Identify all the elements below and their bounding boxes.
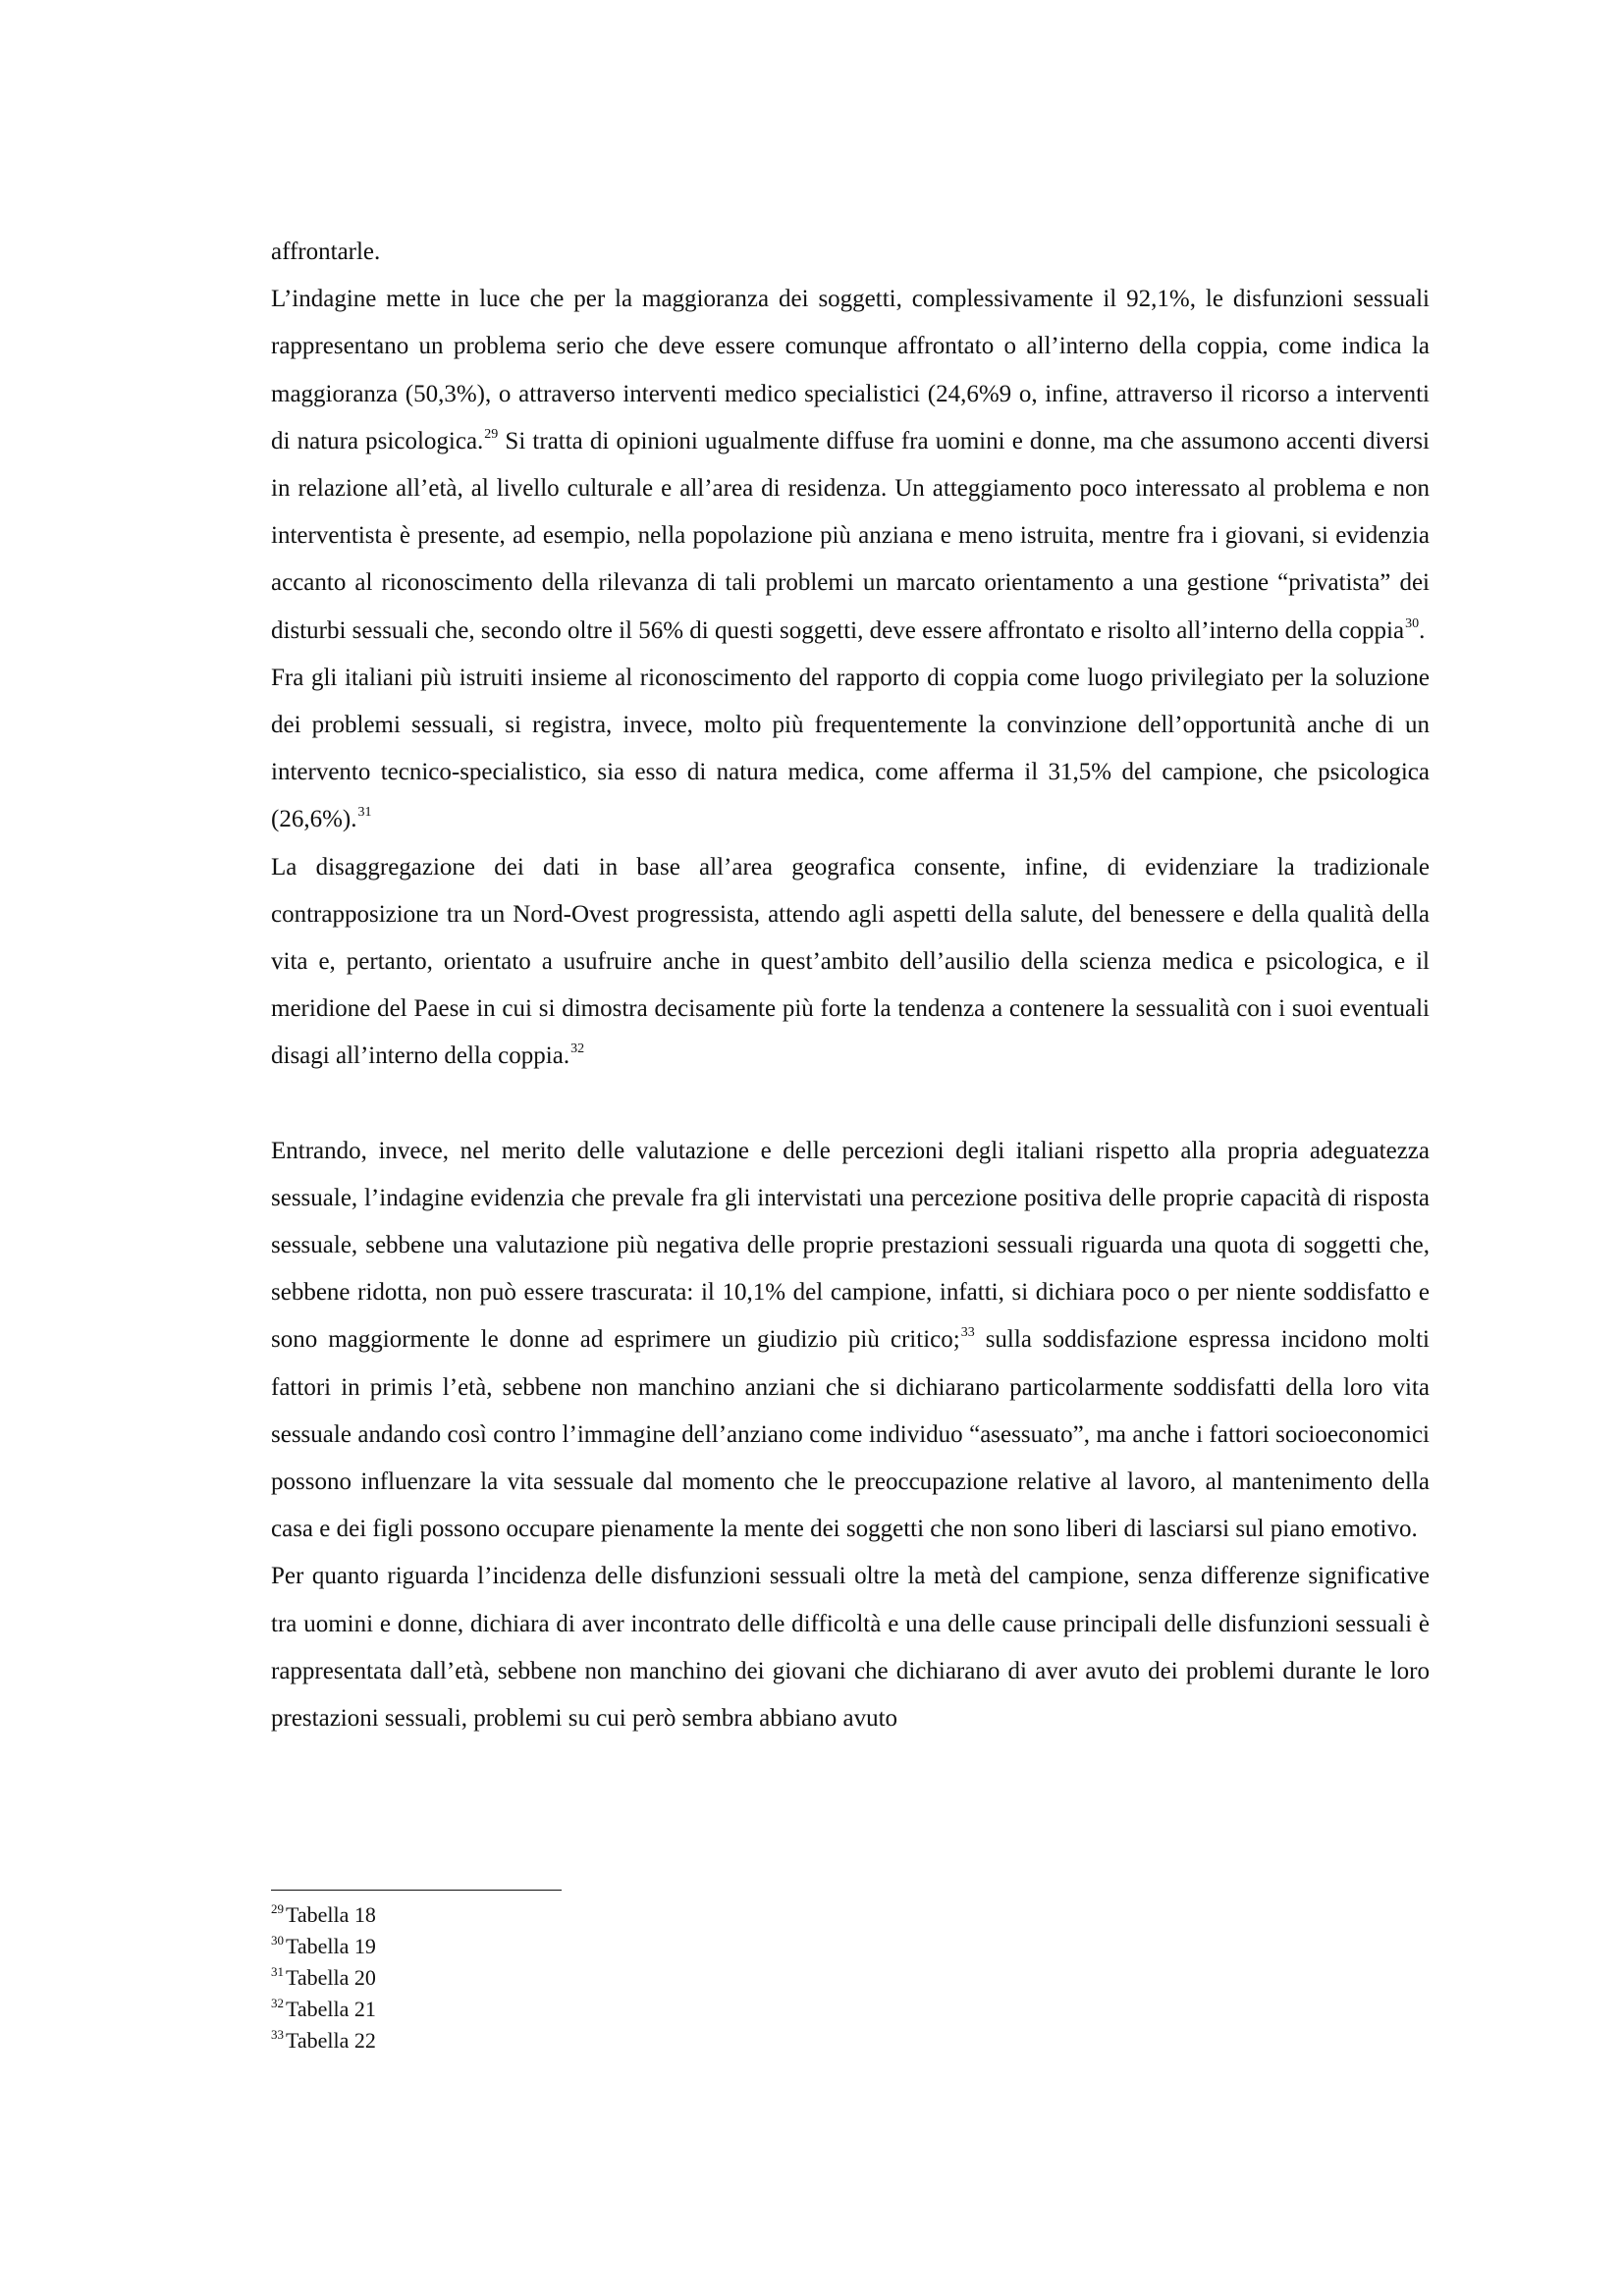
footnote-ref-31[interactable]: 31 [357, 805, 372, 821]
footnote-separator [271, 1890, 562, 1891]
footnote-number: 33 [271, 2027, 284, 2042]
paragraph-educated-italians: Fra gli italiani più istruiti insieme al riconoscimento del rapporto di coppia come luogo privilegiato per la soluzione dei problemi sessuali, si registra, invece, molto più frequentemente la convinzione dell’opportunità anche di un intervento tecnico-specialistico, sia esso di natura medica, come afferma il 31,5% del campione, che psicologica (26,6%).$^{31}$ [271, 664, 1430, 833]
footnote-number: 29 [271, 1901, 284, 1916]
paragraph-continuation: affrontarle. [271, 239, 381, 265]
footnote-ref-33[interactable]: 33 [960, 1325, 975, 1341]
footnote-text: Tabella 20 [286, 1965, 376, 1990]
footnote-number: 30 [271, 1933, 284, 1948]
footnote-text: Tabella 21 [286, 1997, 376, 2021]
footnote-number: 31 [271, 1964, 284, 1979]
footnotes [271, 1899, 860, 2056]
footnote-32 [271, 1994, 860, 2025]
footnote-ref-29[interactable]: 29 [484, 426, 499, 442]
footnote-ref-30[interactable]: 30 [1405, 615, 1420, 631]
paragraph-geographic-area: La disaggregazione dei dati in base all’area geografica consente, infine, di evidenziare la tradizionale contrapposizione tra un Nord-Ovest progressista, attendo agli aspetti della salute, del benessere e della qualità della vita e, pertanto, orientato a usufruire anche in quest’ambito dell’ausilio della scienza medica e psicologica, e il meridione del Paese in cui si dimostra decisamente più forte la tendenza a contenere la sessualità con i suoi eventuali disagi all’interno della coppia.$^{32}$ [271, 853, 1430, 1070]
paragraph-dysfunction-incidence: Per quanto riguarda l’incidenza delle disfunzioni sessuali oltre la metà del campione, senza differenze significative tra uomini e donne, dichiara di aver incontrato delle difficoltà e una delle cause principali delle disfunzioni sessuali è rappresentata dall’età, sebbene non manchino dei giovani che dichiarano di aver avuto dei problemi durante le loro prestazioni sessuali, problemi su cui però sembra abbiano avuto [271, 1563, 1430, 1733]
footnote-text: Tabella 19 [286, 1934, 376, 1958]
footnote-ref-32[interactable]: 32 [570, 1041, 585, 1057]
footnote-number: 32 [271, 1996, 284, 2010]
footnote-29 [271, 1899, 860, 1931]
paragraph-sexual-adequacy: Entrando, invece, nel merito delle valutazione e delle percezioni degli italiani rispetto alla propria adeguatezza sessuale, l’indagine evidenzia che prevale fra gli intervistati una percezione positiva delle proprie capacità di risposta sessuale, sebbene una valutazione più negativa delle proprie prestazioni sessuali riguarda una quota di soggetti che, sebbene ridotta, non può essere trascurata: il 10,1% del campione, infatti, si dichiara poco o per niente soddisfatto e sono maggiormente le donne ad esprimere un giudizio più critico;$^{33}$ sulla soddisfazione espressa incidono molti fattori in primis l’età, sebbene non manchino anziani che si dichiarano particolarmente soddisfatti della loro vita sessuale andando così contro l’immagine dell’anziano come individuo “asessuato”, ma anche i fattori socioeconomici possono influenzare la vita sessuale dal momento che le preoccupazione relative al lavoro, al mantenimento della casa e dei figli possono occupare pienamente la mente dei soggetti che non sono liberi di lasciarsi sul piano emotivo. [271, 1137, 1430, 1543]
footnote-30 [271, 1931, 860, 1962]
footnote-31 [271, 1962, 860, 1994]
footnote-text: Tabella 18 [286, 1902, 376, 1927]
footnote-33 [271, 2025, 860, 2056]
footnote-text: Tabella 22 [286, 2028, 376, 2053]
paragraph-survey-overview: L’indagine mette in luce che per la maggioranza dei soggetti, complessivamente il 92,1%, le disfunzioni sessuali rappresentano un problema serio che deve essere comunque affrontato o all’interno della coppia, come indica la maggioranza (50,3%), o attraverso interventi medico specialistici (24,6%9 o, infine, attraverso il ricorso a interventi di natura psicologica.$^{29}$ Si tratta di opinioni ugualmente diffuse fra uomini e donne, ma che assumono accenti diversi in relazione all’età, al livello culturale e all’area di residenza. Un atteggiamento poco interessato al problema e non interventista è presente, ad esempio, nella popolazione più anziana e meno istruita, mentre fra i giovani, si evidenzia accanto al riconoscimento della rilevanza di tali problemi un marcato orientamento a una gestione “privatista” dei disturbi sessuali che, secondo oltre il 56% di questi soggetti, deve essere affrontato e risolto all’interno della coppia$^{30}$. [271, 286, 1430, 644]
body-text [271, 229, 1430, 1742]
